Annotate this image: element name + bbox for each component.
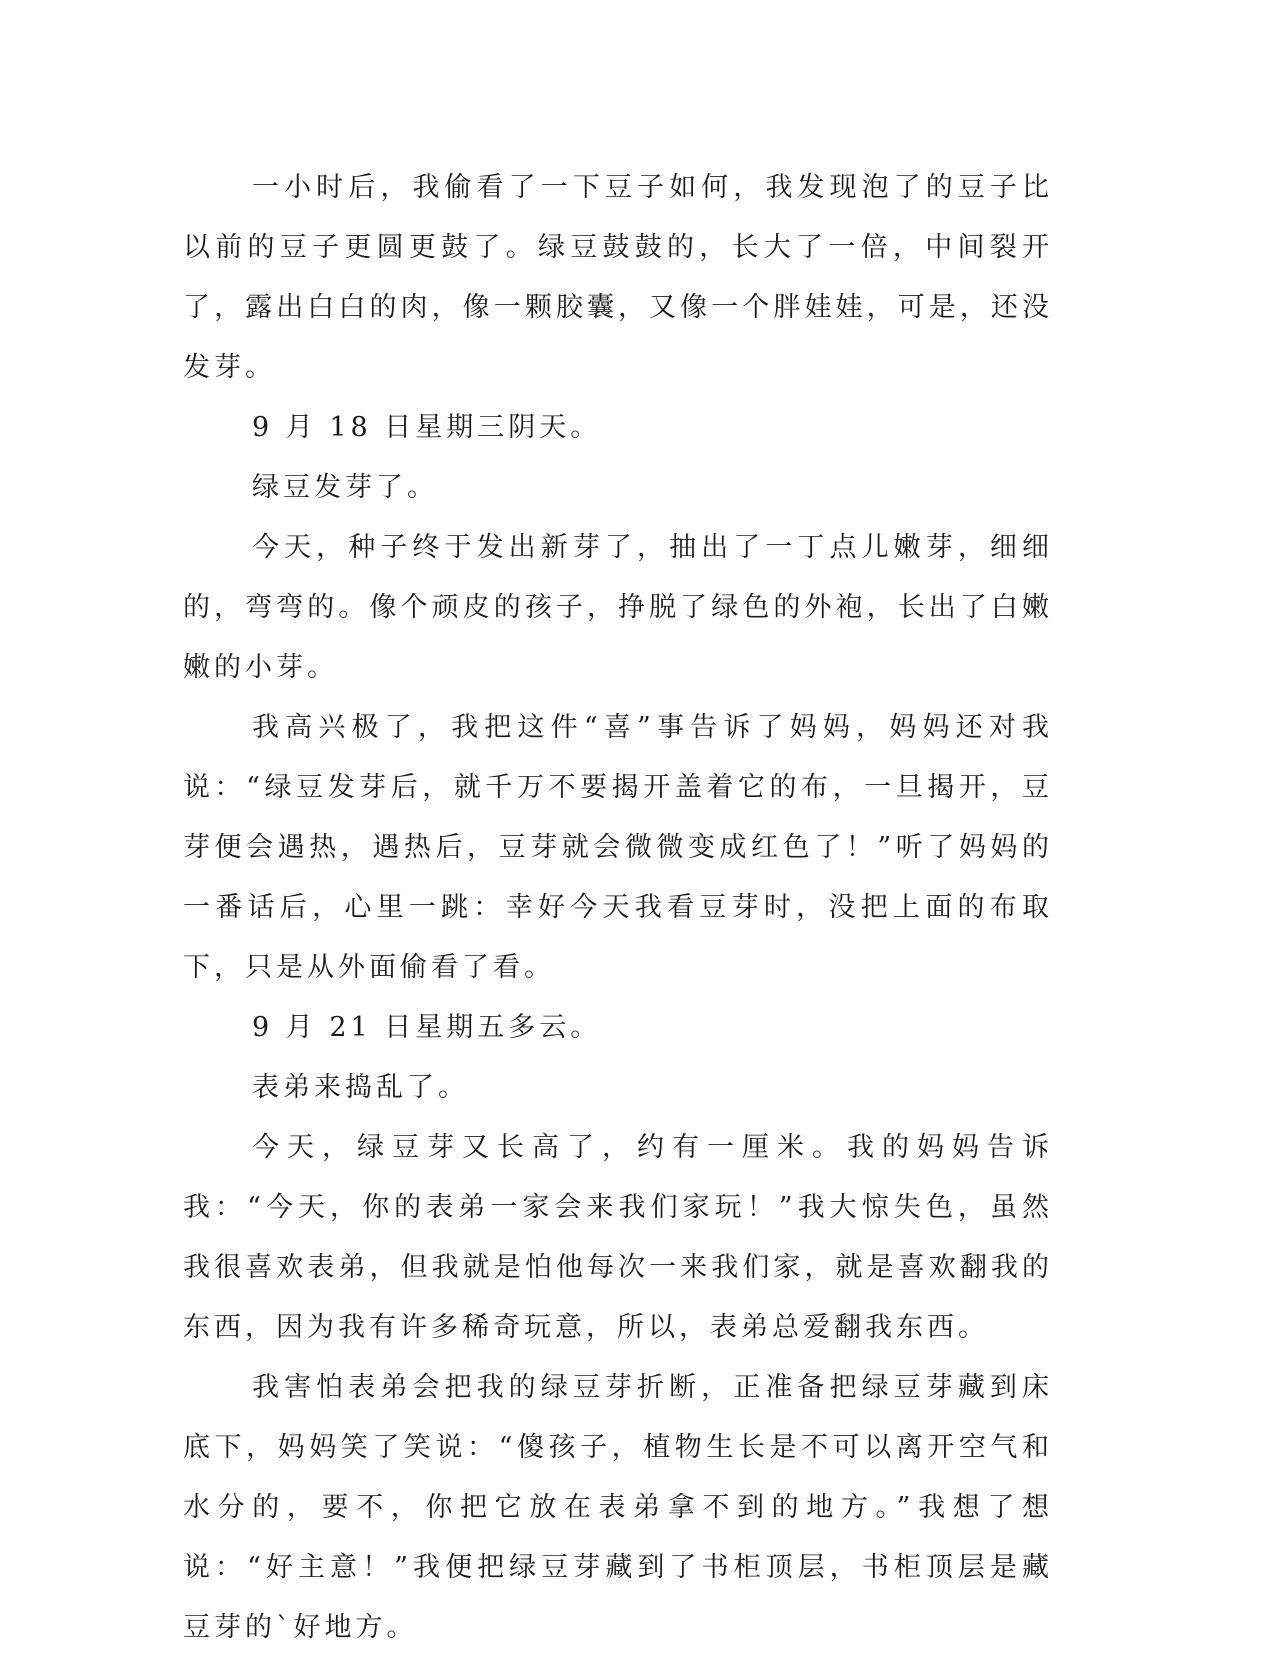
paragraph-5: 我害怕表弟会把我的绿豆芽折断，正准备把绿豆芽藏到床底下，妈妈笑了笑说：“傻孩子，植物生长是不可以离开空气和水分的，要不，你把它放在表弟拿不到的地方。”我想了想说：“好主意！”我便把绿豆芽藏到了书柜顶层，书柜顶层是藏豆芽的`好地方。 [183,1372,1053,1643]
paragraph-3: 我高兴极了，我把这件“喜”事告诉了妈妈，妈妈还对我说：“绿豆发芽后，就千万不要揭开盖着它的布，一旦揭开，豆芽便会遇热，遇热后，豆芽就会微微变成红色了！”听了妈妈的一番话后，心里一跳：幸好今天我看豆芽时，没把上面的布取下，只是从外面偷看了看。 [183,712,1053,983]
date-heading-sep-18: 9 月 18 日星期三阴天。 [252,412,602,443]
paragraph-2: 今天，种子终于发出新芽了，抽出了一丁点儿嫩芽，细细的，弯弯的。像个顽皮的孩子，挣脱了绿色的外袍，长出了白嫩嫩的小芽。 [183,532,1053,683]
paragraph-subtitle-cousin: 表弟来捣乱了。 [252,1072,469,1103]
date-heading-sep-21: 9 月 21 日星期五多云。 [252,1012,602,1043]
document-body [183,158,1053,1658]
paragraph-4: 今天，绿豆芽又长高了，约有一厘米。我的妈妈告诉我：“今天，你的表弟一家会来我们家玩！”我大惊失色，虽然我很喜欢表弟，但我就是怕他每次一来我们家，就是喜欢翻我的东西，因为我有许多稀奇玩意，所以，表弟总爱翻我东西。 [183,1132,1053,1343]
paragraph-1: 一小时后，我偷看了一下豆子如何，我发现泡了的豆子比以前的豆子更圆更鼓了。绿豆鼓鼓的，长大了一倍，中间裂开了，露出白白的肉，像一颗胶囊，又像一个胖娃娃，可是，还没发芽。 [183,172,1053,383]
paragraph-subtitle-sprouted: 绿豆发芽了。 [252,472,438,503]
